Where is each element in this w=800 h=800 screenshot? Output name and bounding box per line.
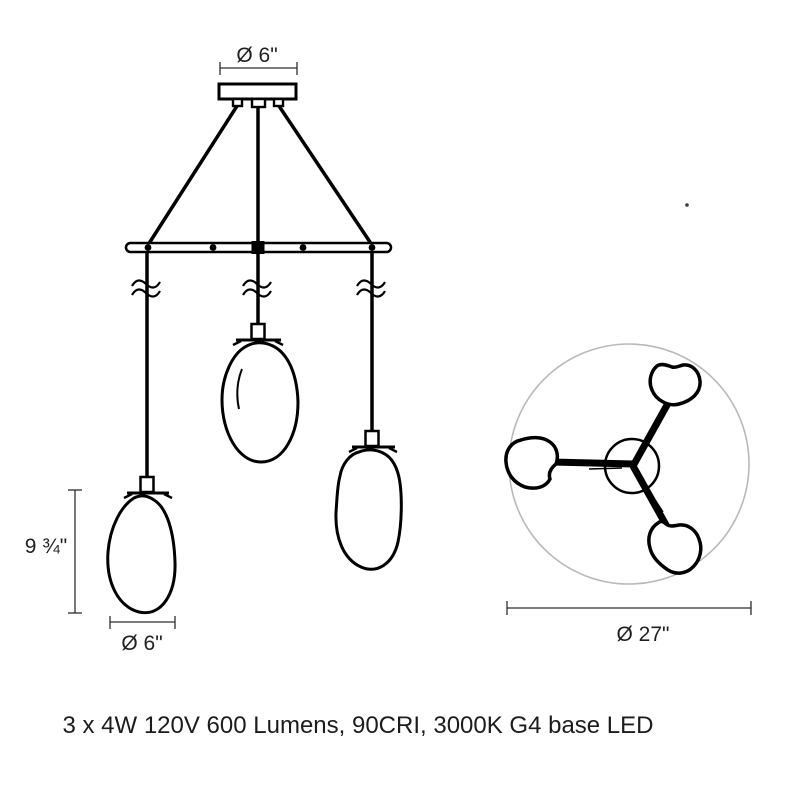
canopy-connector-left xyxy=(233,99,242,106)
ring-dot xyxy=(210,244,217,251)
cap-clip xyxy=(164,494,172,498)
ring-dot xyxy=(300,244,307,251)
socket xyxy=(141,477,154,492)
arm-left xyxy=(552,462,633,464)
shade-height-dimension xyxy=(25,490,82,613)
shade-top-view-upper-right xyxy=(650,364,700,404)
pendant-right xyxy=(336,431,401,569)
canopy-dimension xyxy=(220,44,297,75)
top-view xyxy=(506,203,751,646)
ceiling-canopy xyxy=(219,84,296,99)
cap-clip xyxy=(233,341,241,345)
shade-diameter-dimension xyxy=(110,616,175,655)
cap-clip xyxy=(349,448,357,452)
overall-diameter-dimension xyxy=(507,601,751,646)
socket xyxy=(366,431,379,446)
upper-cable-left xyxy=(148,106,237,245)
shade-diameter-label: Ø 6" xyxy=(121,632,163,655)
shade-top-view-left xyxy=(506,438,557,489)
ring-dot xyxy=(145,244,152,251)
overall-diameter-label: Ø 27" xyxy=(616,623,670,646)
ring-dot xyxy=(369,244,376,251)
upper-cable-right xyxy=(279,106,372,245)
cap-clip xyxy=(275,341,283,345)
glass-shade xyxy=(222,343,298,462)
shade-height-label: 9 ¾" xyxy=(24,535,68,558)
canopy-connector-center xyxy=(252,99,265,107)
cap-clip xyxy=(124,494,132,498)
canopy-connector-right xyxy=(274,99,283,106)
stray-dot-artifact xyxy=(685,203,689,207)
front-view xyxy=(25,44,402,655)
shade-top-view-lower-right xyxy=(649,522,701,574)
socket xyxy=(252,324,265,339)
glass-shade xyxy=(108,496,175,613)
cap-clip xyxy=(389,448,397,452)
lamp-spec-text: 3 x 4W 120V 600 Lumens, 90CRI, 3000K G4 base LED xyxy=(62,712,654,739)
arm-sketch-line xyxy=(589,468,622,469)
canopy-diameter-label: Ø 6" xyxy=(236,44,278,67)
pendant-left xyxy=(108,477,175,613)
pendant-center xyxy=(222,324,298,462)
glass-shade xyxy=(336,450,401,569)
